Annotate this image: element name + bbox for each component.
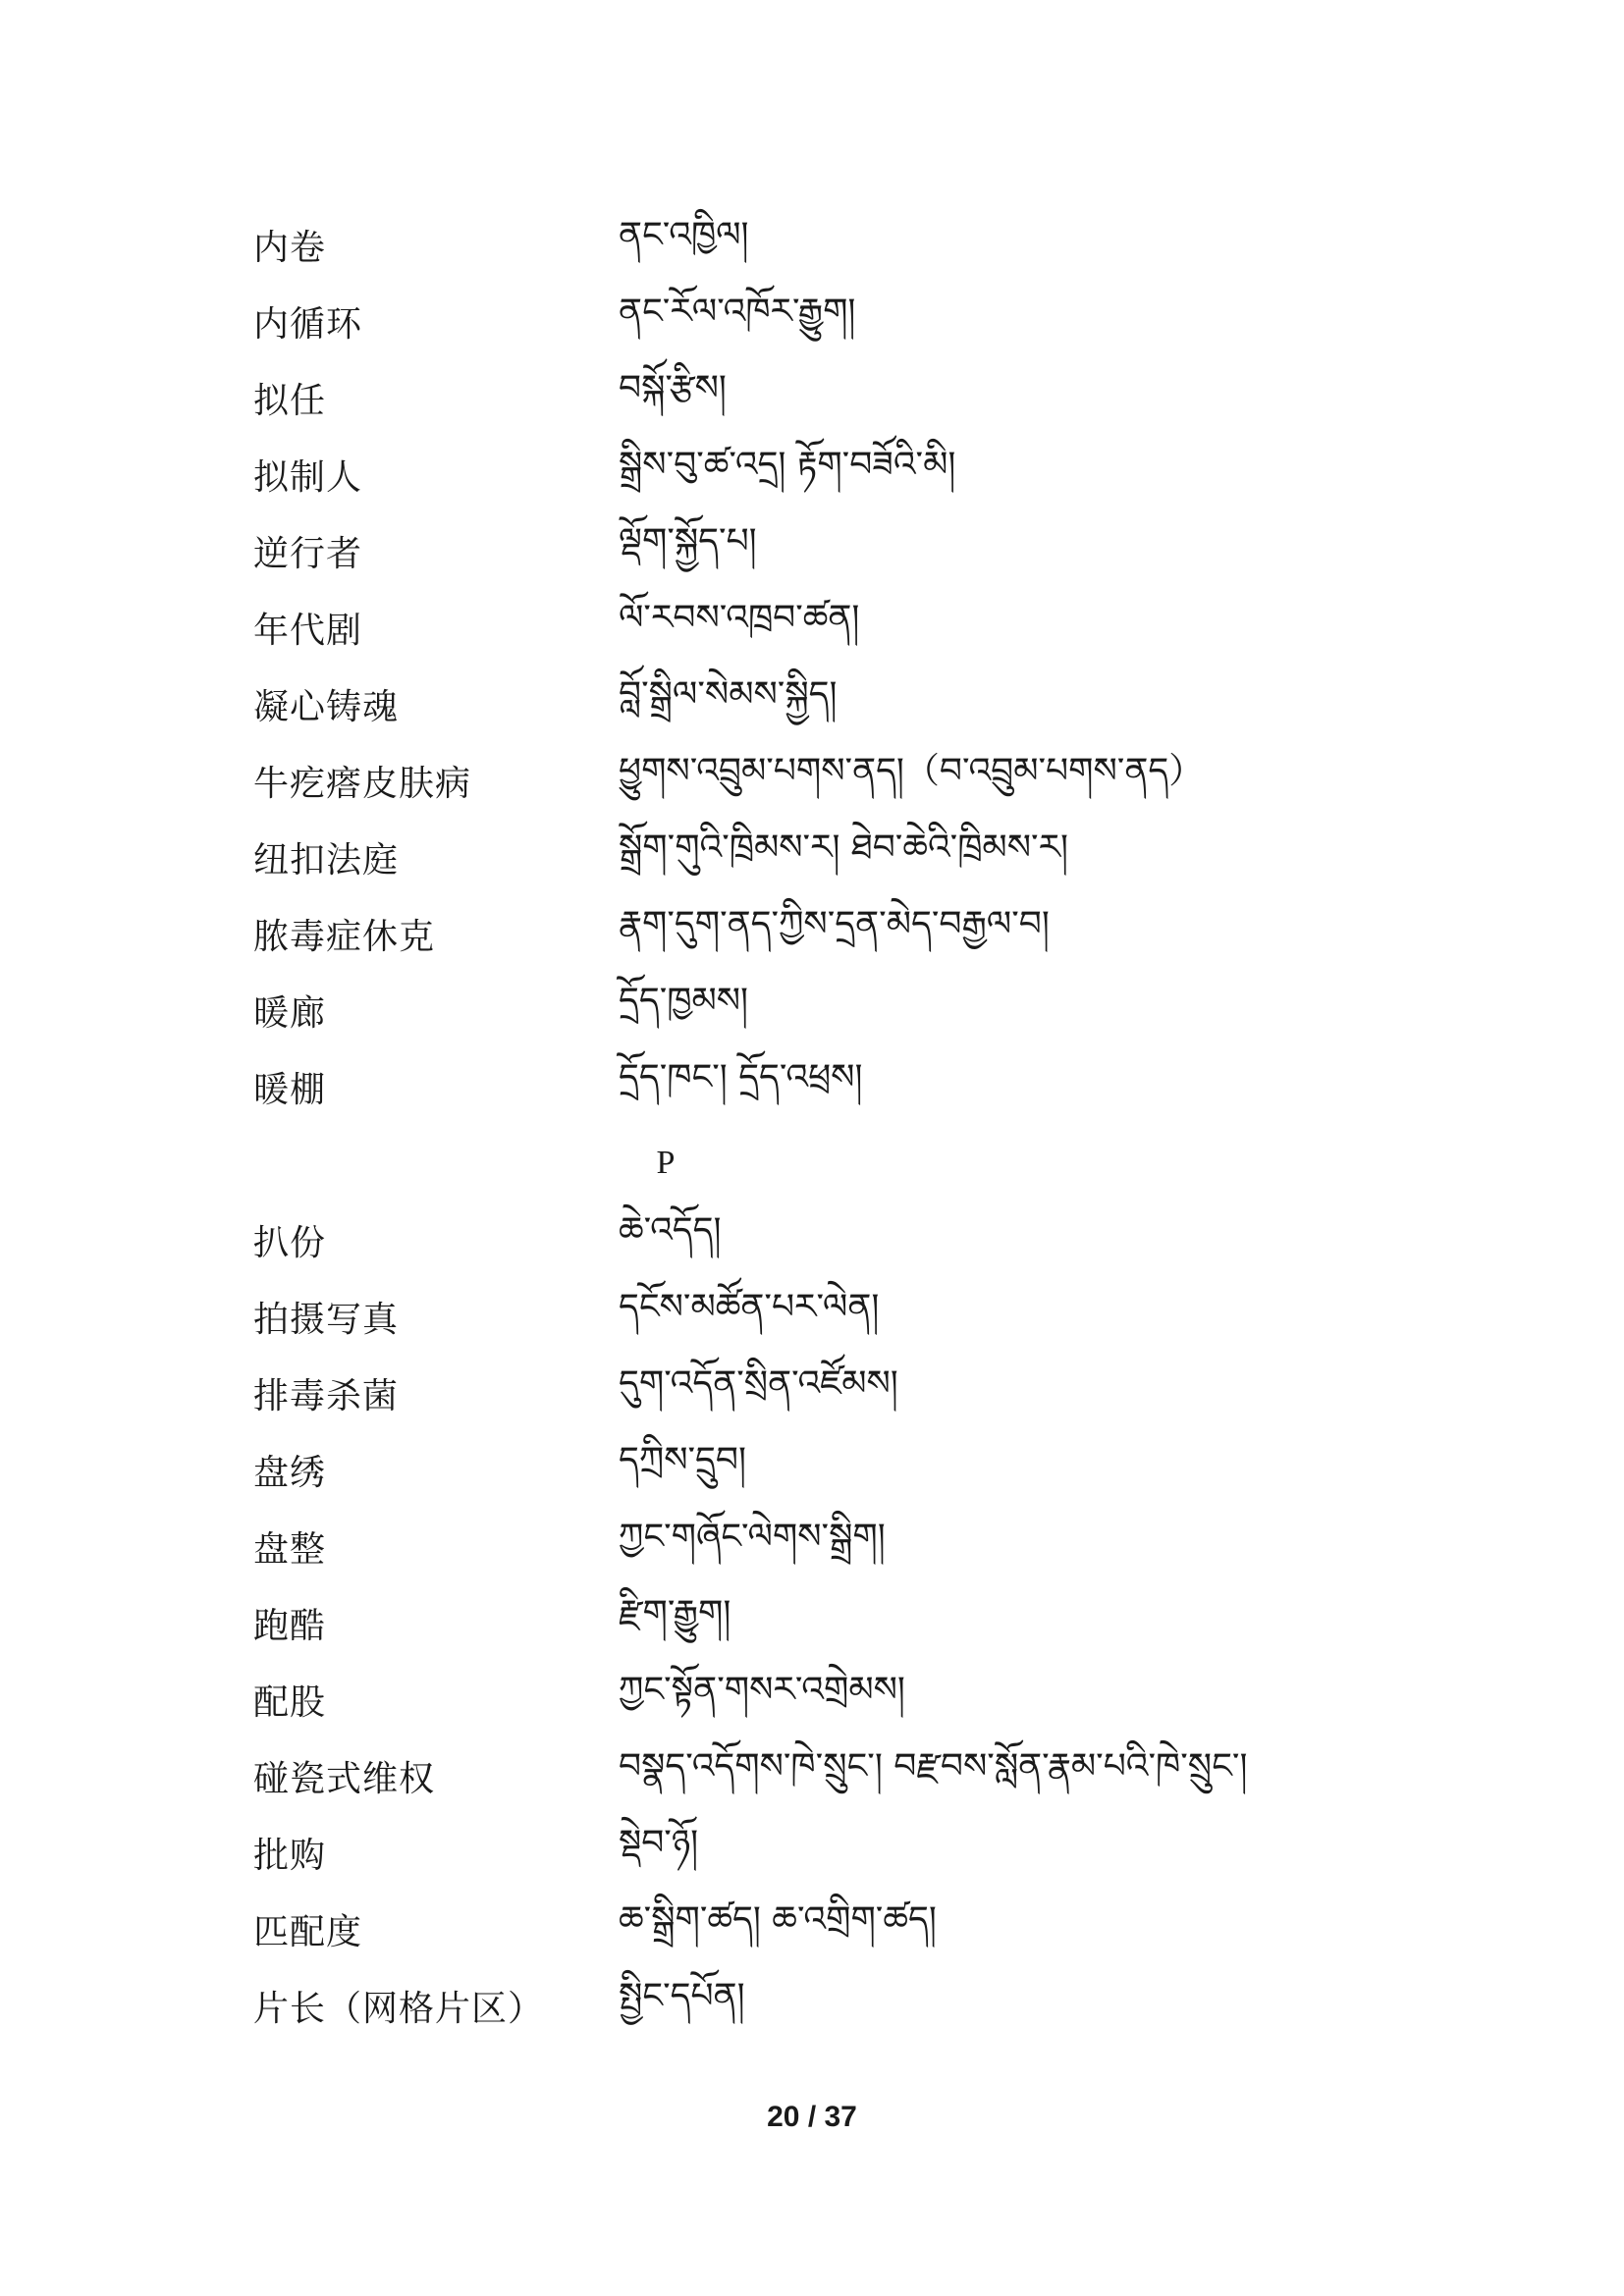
chinese-term: 盘整 — [253, 1528, 327, 1570]
tibetan-term: ནང་འཁྱིལ། — [619, 215, 749, 255]
chinese-term: 匹配度 — [253, 1911, 363, 1952]
glossary-list — [253, 206, 1382, 2044]
chinese-term: 跑酷 — [253, 1605, 327, 1646]
chinese-term: 暖棚 — [253, 1069, 327, 1110]
tibetan-term: ལོ་རབས་འཁྲབ་ཚན། — [619, 598, 860, 638]
chinese-term: 排毒杀菌 — [253, 1375, 400, 1416]
chinese-term: 纽扣法庭 — [253, 839, 400, 881]
glossary-entry — [253, 1967, 1382, 2044]
chinese-term: 配股 — [253, 1682, 327, 1723]
tibetan-term: སྒྲོག་གུའི་ཁྲིམས་ར། ཐེབ་ཆེའི་ཁྲིམས་ར། — [619, 828, 1068, 868]
tibetan-term: སྡེབ་ཉོ། — [619, 1823, 699, 1863]
chinese-term: 拍摄写真 — [253, 1299, 400, 1340]
tibetan-term: ཀྱང་གཞོང་ལེགས་སྒྲིག། — [619, 1517, 886, 1557]
tibetan-term: སྒྲིས་བུ་ཚ་འདྲ། རྟོག་བཟོའི་མི། — [619, 445, 956, 485]
chinese-term: 盘绣 — [253, 1452, 327, 1493]
chinese-term: 脓毒症休克 — [253, 916, 436, 957]
tibetan-term: ལྡོག་སྐྱོད་པ། — [619, 521, 757, 561]
tibetan-term: ནང་རོལ་འཁོར་རྒྱུག། — [619, 292, 856, 332]
tibetan-term: དཀྲིས་དྲུབ། — [619, 1440, 746, 1480]
page-number: 20 / 37 — [767, 2101, 857, 2133]
tibetan-term: ཀྱང་སྟོན་གསར་འགྲེམས། — [619, 1670, 905, 1710]
tibetan-term: ཕྱུགས་འབྲུམ་པགས་ནད།（བ་འབྲུམ་པགས་ནད） — [619, 751, 1205, 791]
tibetan-term: རྫིག་རྒྱུག། — [619, 1593, 731, 1633]
tibetan-term: རྣག་དུག་ནད་ཀྱིས་དྲན་མེད་བརྒྱལ་བ། — [619, 904, 1050, 944]
chinese-term: 内卷 — [253, 227, 327, 268]
tibetan-term: བསྐོ་རྩིས། — [619, 368, 727, 408]
tibetan-term: དྲོད་ཁྱམས། — [619, 981, 749, 1021]
chinese-term: 拟任 — [253, 380, 327, 421]
tibetan-term: ཆེ་འདོད། — [619, 1210, 722, 1251]
chinese-term: 片长（网格片区） — [253, 1988, 545, 2029]
chinese-term: 批购 — [253, 1835, 327, 1876]
tibetan-term: སྤྱིང་དཔོན། — [619, 1976, 745, 2016]
chinese-term: 内循环 — [253, 303, 363, 345]
tibetan-term: དངོས་མཚོན་པར་ལེན། — [619, 1287, 880, 1327]
chinese-term: 扒份 — [253, 1222, 327, 1263]
glossary-entry — [253, 1048, 1382, 1125]
chinese-term: 拟制人 — [253, 456, 363, 498]
chinese-term: 凝心铸魂 — [253, 686, 400, 727]
tibetan-term: དྲོད་ཁང་། དྲོད་འཕྲས། — [619, 1057, 863, 1097]
section-letter: P — [656, 1145, 676, 1181]
chinese-term: 年代剧 — [253, 610, 363, 651]
tibetan-term: བློ་སྒྲིལ་སེམས་སྐྱིད། — [619, 674, 838, 715]
tibetan-term: དུག་འདོན་སྲིན་འཛོམས། — [619, 1363, 898, 1404]
chinese-term: 碰瓷式维权 — [253, 1758, 436, 1799]
chinese-term: 暖廊 — [253, 992, 327, 1034]
tibetan-term: བསྣད་འདོགས་ཁེ་སྲུང་། བརྫབས་སློན་རྣམ་པའི་ཁེ་སྲུང་། — [619, 1746, 1248, 1787]
chinese-term: 牛疙瘩皮肤病 — [253, 763, 472, 804]
chinese-term: 逆行者 — [253, 533, 363, 574]
tibetan-term: ཆ་སྒྲིག་ཚད། ཆ་འགྲིག་ཚད། — [619, 1899, 937, 1940]
